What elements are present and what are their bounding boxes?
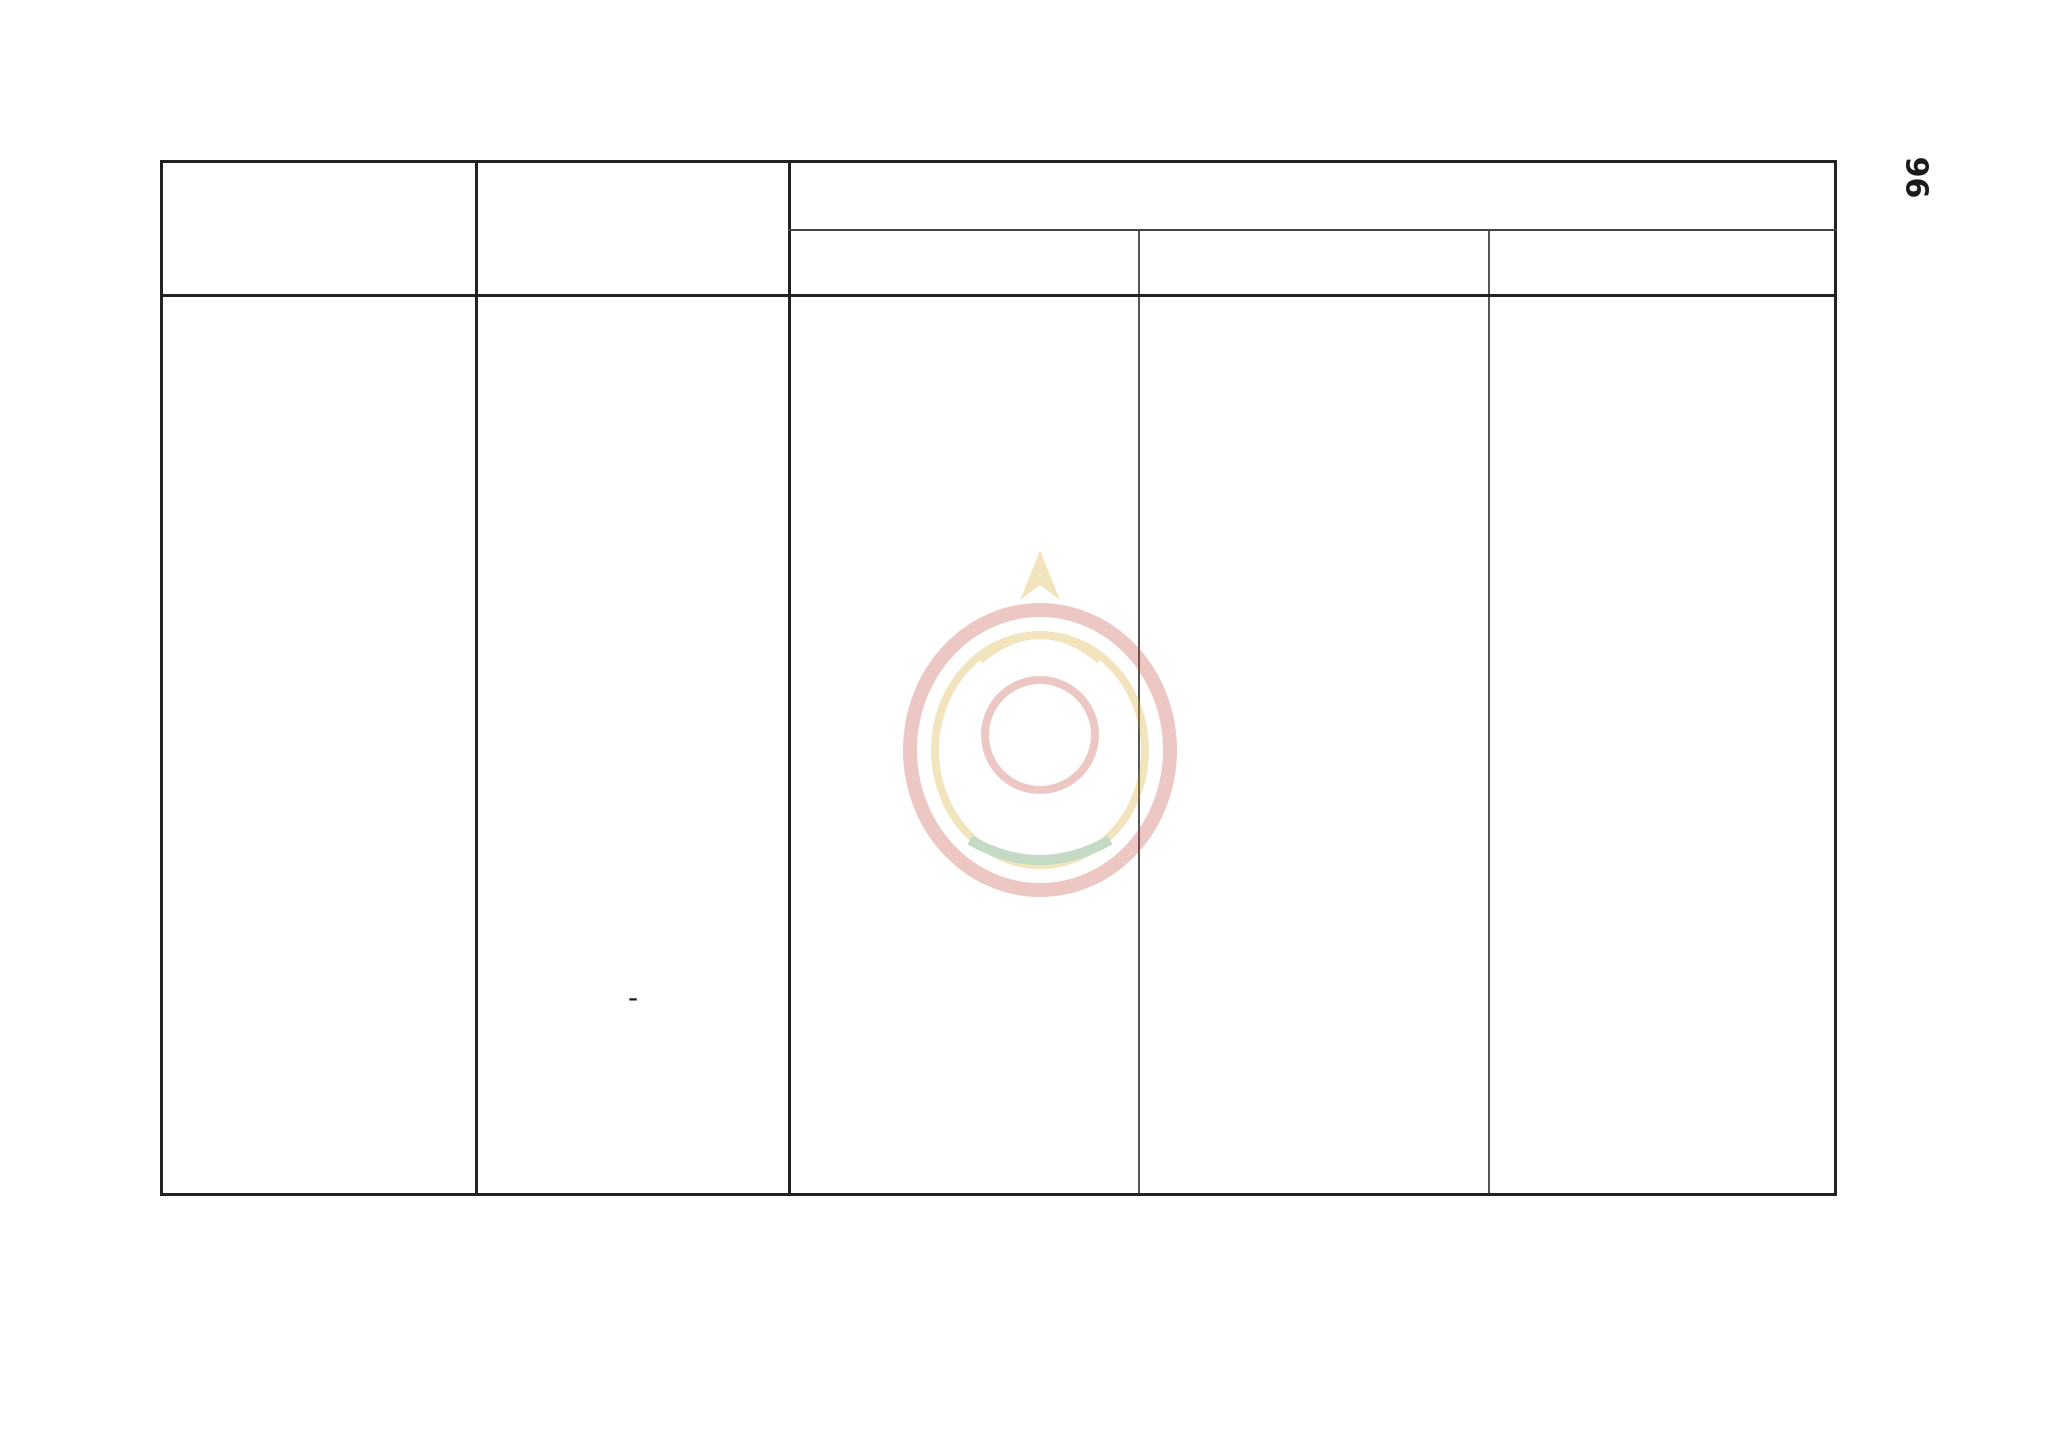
body-standard-level-bottom: -: [627, 981, 639, 1014]
body-standard-group-bottom: [163, 963, 475, 1193]
header-grade-4: [791, 231, 1138, 294]
body-grade-6: [1490, 303, 1837, 1193]
header-grade-6: [1490, 231, 1837, 294]
header-divider: [163, 294, 1834, 297]
body-standard-level-top: [478, 303, 788, 703]
body-standard-group-top: [163, 303, 475, 903]
curriculum-table: [160, 160, 1837, 1196]
body-grade-5: [1140, 303, 1488, 1193]
page-number: 96: [1898, 156, 1934, 199]
header-grade-5: [1140, 231, 1488, 294]
header-expected-outcomes: [791, 163, 1837, 229]
header-standard-group: [163, 163, 475, 294]
header-standard-level: [478, 163, 788, 294]
body-grade-4: [791, 303, 1138, 1193]
